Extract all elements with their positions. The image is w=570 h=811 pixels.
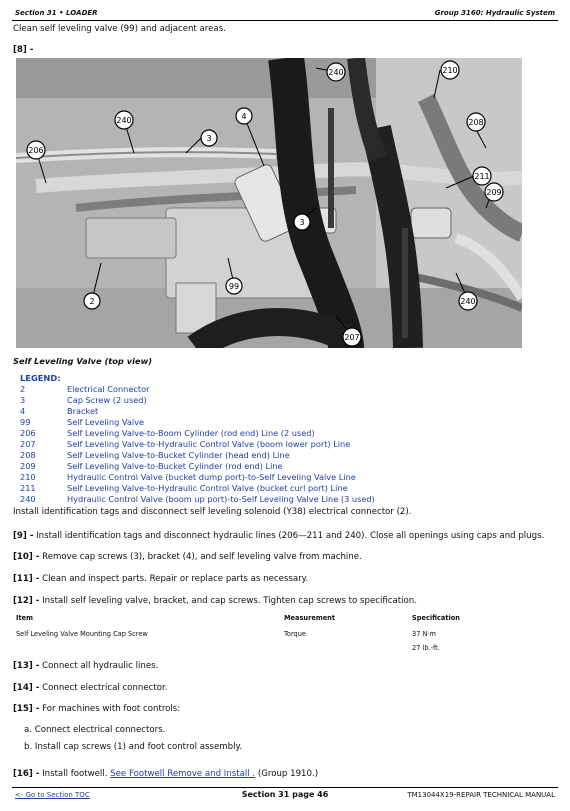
svg-text:206: 206 [28, 146, 44, 155]
callout-208 [467, 113, 485, 131]
legend-item: 3 Cap Screw (2 used) [20, 395, 147, 405]
legend-item: 240 Hydraulic Control Valve (boom up port)-to-Self Leveling Valve Line (3 used) [20, 494, 375, 504]
svg-text:207: 207 [344, 333, 360, 342]
legend-item: 4 Bracket [20, 406, 99, 416]
section-title: Section 31 • LOADER [15, 9, 98, 17]
callout-207 [343, 328, 361, 346]
callout-4 [236, 108, 252, 124]
page-footer [12, 787, 558, 802]
after-legend-text: Install identification tags and disconnect self leveling solenoid (Y38) electrical connector (2). [13, 507, 412, 517]
spec-measurement: Torque [284, 630, 306, 638]
step-12: [12] - Install self leveling valve, bracket, and cap screws. Tighten cap screws to specification. [13, 596, 417, 606]
step-16: [16] - Install footwell. See Footwell Remove and Install . (Group 1910.) [13, 769, 319, 779]
step-15a: a. Connect electrical connectors. [24, 725, 166, 735]
legend-title: LEGEND: [20, 373, 61, 383]
spec-item: Self Leveling Valve Mounting Cap Screw [16, 630, 148, 638]
step-11: [11] - Clean and inspect parts. Repair or replace parts as necessary. [13, 574, 309, 584]
spec-header-measurement: Measurement [284, 614, 336, 622]
callout-211 [473, 167, 491, 185]
footwell-link[interactable]: See Footwell Remove and Install . [110, 769, 256, 779]
spec-header-item: Item [16, 614, 33, 622]
svg-text:210: 210 [442, 66, 458, 75]
callout-3-bottom [294, 214, 310, 230]
spec-header-specification: Specification [412, 614, 460, 622]
legend-item: 211 Self Leveling Valve-to-Hydraulic Control Valve (bucket curl port) Line [20, 483, 348, 493]
legend-item: 210 Hydraulic Control Valve (bucket dump port)-to-Self Leveling Valve Line [20, 472, 356, 482]
svg-text:209: 209 [486, 188, 502, 197]
step-10: [10] - Remove cap screws (3), bracket (4), and self leveling valve from machine. [13, 552, 362, 562]
callout-209 [485, 183, 503, 201]
legend-list [20, 384, 375, 505]
go-to-section-toc-link[interactable]: <- Go to Section TOC [15, 791, 90, 799]
page-header [12, 6, 558, 21]
step-8-label: [8] - [13, 45, 34, 55]
step-15b: b. Install cap screws (1) and foot control assembly. [24, 742, 243, 752]
callout-99 [226, 278, 242, 294]
step-13: [13] - Connect all hydraulic lines. [13, 661, 159, 671]
callout-240-left [115, 111, 133, 129]
svg-text:2: 2 [89, 297, 95, 306]
spec-value-imperial: 27 lb.-ft. [412, 644, 440, 652]
svg-text:3: 3 [299, 218, 305, 227]
step-15: [15] - For machines with foot controls: [13, 704, 181, 714]
callout-240-right [459, 292, 477, 310]
legend-item: 208 Self Leveling Valve-to-Bucket Cylinder (head end) Line [20, 450, 290, 460]
svg-text:240: 240 [116, 116, 132, 125]
manual-title: TM13044X19-REPAIR TECHNICAL MANUAL [407, 791, 555, 799]
figure-caption: Self Leveling Valve (top view) [13, 356, 153, 366]
valve-photo [16, 58, 522, 348]
intro-text: Clean self leveling valve (99) and adjacent areas. [13, 24, 226, 34]
page-number: Section 31 page 46 [241, 790, 329, 799]
callout-210 [441, 61, 459, 79]
callout-240-top [327, 63, 345, 81]
svg-text:240: 240 [328, 68, 344, 77]
step-14: [14] - Connect electrical connector. [13, 683, 168, 693]
callout-2 [84, 293, 100, 309]
legend-item: 209 Self Leveling Valve-to-Bucket Cylinder (rod end) Line [20, 461, 283, 471]
svg-text:240: 240 [460, 297, 476, 306]
svg-text:3: 3 [206, 134, 212, 143]
svg-text:4: 4 [241, 112, 247, 121]
legend-item: 99 Self Leveling Valve [20, 417, 145, 427]
group-title: Group 3160: Hydraulic System [434, 9, 555, 17]
svg-text:99: 99 [228, 282, 240, 291]
svg-text:208: 208 [468, 118, 484, 127]
callout-206 [27, 141, 45, 159]
legend-item: 207 Self Leveling Valve-to-Hydraulic Control Valve (boom lower port) Line [20, 439, 351, 449]
legend-item: 206 Self Leveling Valve-to-Boom Cylinder (rod end) Line (2 used) [20, 428, 315, 438]
svg-text:211: 211 [474, 172, 490, 181]
spec-value-metric: 37 N·m [412, 630, 436, 638]
callout-3-top [201, 130, 217, 146]
legend-item: 2 Electrical Connector [20, 384, 150, 394]
step-9: [9] - Install identification tags and disconnect hydraulic lines (206—211 and 240). Close all openings using caps and plugs. [13, 531, 545, 541]
